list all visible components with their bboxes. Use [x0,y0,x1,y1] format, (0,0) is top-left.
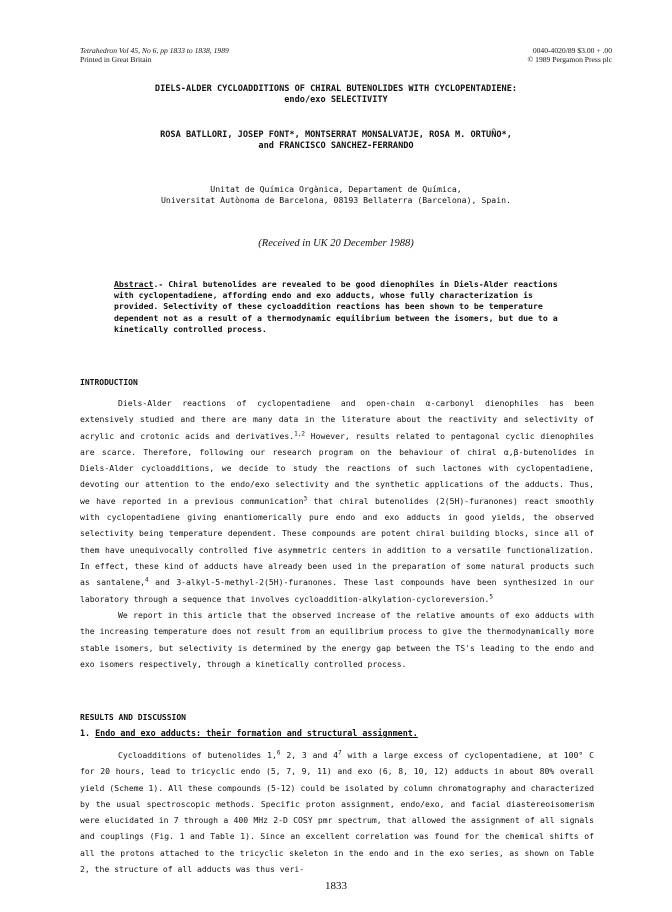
citation-ref: 7 [337,749,342,757]
subsection-title: Endo and exo adducts: their formation and structural assignment. [95,728,418,738]
journal-header [80,46,229,64]
copyright: © 1989 Pergamon Press plc [527,55,612,64]
printed-in: Printed in Great Britain [80,55,152,64]
publisher-header [527,46,612,64]
issn-price: 0040-4020/89 $3.00 + .00 [532,46,612,55]
citation-ref: 6 [276,749,281,757]
authors-line-1: ROSA BATLLORI, JOSEP FONT*, MONTSERRAT MONSALVATJE, ROSA M. ORTUÑO*, [160,130,512,140]
journal-citation: Tetrahedron Vol 45, No 6, pp 1833 to 1838, 1989 [80,46,229,55]
title-line-1: DIELS-ALDER CYCLOADDITIONS OF CHIRAL BUTENOLIDES WITH CYCLOPENTADIENE: [154,84,518,94]
abstract [114,279,564,335]
citation-ref: 5 [489,592,493,600]
introduction-heading: INTRODUCTION [80,378,138,387]
citation-ref: 1,2 [294,429,305,437]
introduction-paragraph-1: Diels-Alder reactions of cyclopentadiene and open-chain α-carbonyl dienophiles has been extensively studied and there are many data in the literature about the reactivity and selectivity of acrylic and crotonic acids and derivatives.$^{1,2}$ However, results related to pentagonal cyclic dienophiles are scarce. Therefore, following our research program on the behaviour of chiral α,β-butenolides in Diels-Alder cycloadditions, we decide to study the reactions of such lactones with cyclopentadiene, devoting our attention to the endo/exo selectivity and the synthetic applications of the adducts. Thus, we have reported in a previous communication$^3$ that chiral butenolides (2(5H)-furanones) react smoothly with cyclopentadiene giving enantiomerically pure endo and exo adducts in good yields, the observed selectivity being temperature dependent. These compounds are potent chiral building blocks, since all of them have unequivocally controlled five asymmetric centers in addition to a versatile functionalization. In effect, these kind of adducts have already been used in the preparation of some natural products such as santalene,$^4$ and 3-alkyl-5-methyl-2(5H)-furanones. These last compounds have been synthesized in our laboratory through a sequence that involves cycloaddition-alkylation-cycloreversion.$^5$ [80,398,594,604]
author-list [0,130,672,152]
received-date: (Received in UK 20 December 1988) [258,238,414,249]
page-number: 1833 [325,880,347,892]
abstract-text: .- Chiral butenolides are revealed to be good dienophiles in Diels-Alder reactions with cyclopentadiene, affording endo and exo adducts, whose fully characterization is provided. Selectivity of these cycloaddition reactions has been shown to be temperature dependent not as a result of a thermodynamic equilibrium between the isomers, but due to a kinetically controlled process. [114,279,558,334]
subsection-heading [80,728,418,738]
abstract-label: Abstract [114,279,154,289]
affiliation-line-1: Unitat de Química Orgànica, Departament de Química, [210,184,462,194]
results-heading: RESULTS AND DISCUSSION [80,713,186,722]
results-paragraph-1: Cycloadditions of butenolides 1,$^6$ 2, 3 and $4^7$ with a large excess of cyclopentadiene, at 100° C for 20 hours, lead to tricyclic endo (5, 7, 9, 11) and exo (6, 8, 10, 12) adducts in about 80% overall yield (Scheme 1). All these compounds (5-12) could be isolated by column chromatography and characterized by the usual spectroscopic methods. Specific proton assignment, endo/exo, and facial diastereoisomerism were elucidated in 7 through a 400 MHz 2-D COSY pmr spectrum, that allowed the assignment of all signals and couplings (Fig. 1 and Table 1). Since an excellent correlation was found for the chemical shifts of all the protons attached to the tricyclic skeleton in the endo and in the exo series, as shown on Table 2, the structure of all adducts was thus veri- [80,749,594,875]
subsection-number: 1. [80,728,91,738]
authors-line-2: and FRANCISCO SANCHEZ-FERRANDO [258,141,414,151]
citation-ref: 3 [303,495,308,503]
title-line-2: endo/exo SELECTIVITY [284,95,388,105]
affiliation [0,184,672,206]
citation-ref: 4 [145,576,149,584]
paper-title [0,84,672,106]
introduction-paragraph-2: We report in this article that the observed increase of the relative amounts of exo adducts with the increasing temperature does not result from an equilibrium process to give the thermodynamically more stable isomers, but selectivity is determined by the energy gap between the TS's leading to the endo and exo isomers respectively, through a kinetically controlled process. [80,610,594,669]
affiliation-line-2: Universitat Autònoma de Barcelona, 08193 Bellaterra (Barcelona), Spain. [161,195,511,205]
